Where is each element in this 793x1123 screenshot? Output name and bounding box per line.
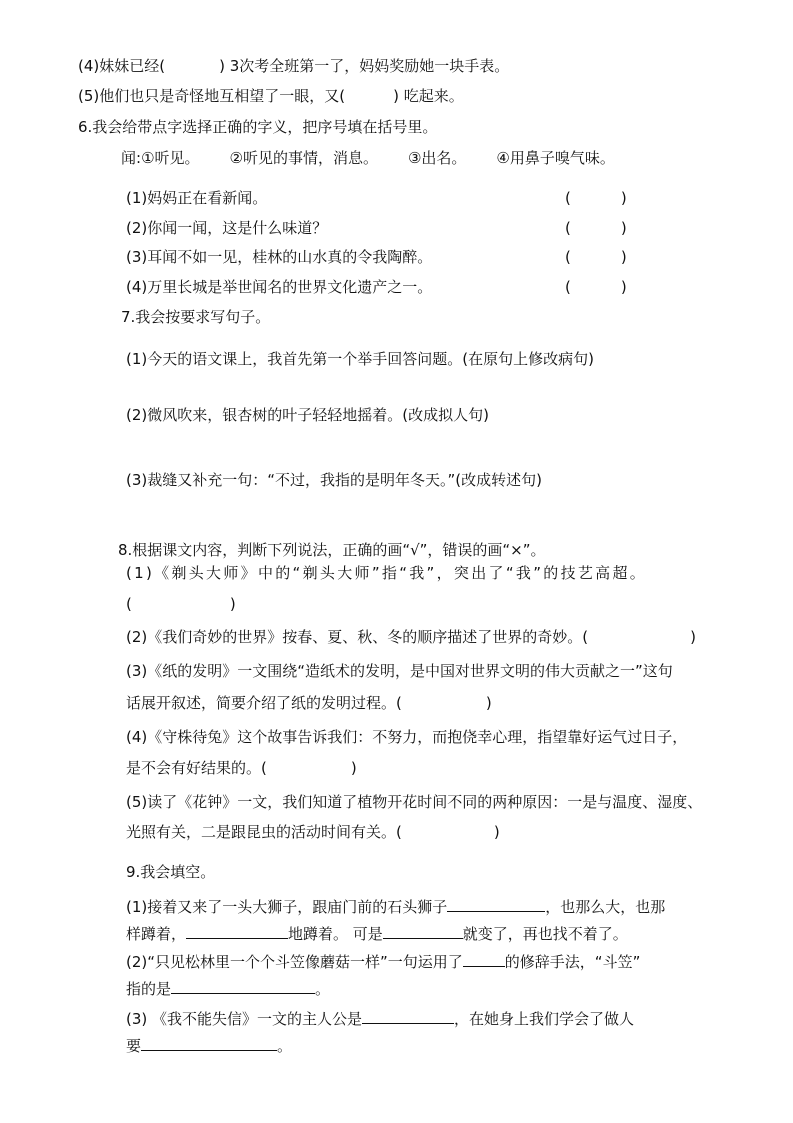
q8-item-2: (2)《我们奇妙的世界》按春、夏、秋、冬的顺序描述了世界的奇妙。( )	[126, 628, 696, 646]
q9-item-2-line-2: 指的是 。	[126, 980, 331, 998]
q6-title: 6.我会给带点字选择正确的字义，把序号填在括号里。	[78, 118, 438, 136]
fill-blank[interactable]	[383, 923, 463, 939]
q5-item-4: (4)妹妹已经( ) 3次考全班第一了，妈妈奖励她一块手表。	[78, 57, 510, 75]
q9-item-3-line-2: 要 。	[126, 1037, 293, 1055]
q6-item-4-answer[interactable]: ( )	[565, 278, 627, 296]
fill-blank[interactable]	[141, 1035, 277, 1051]
fill-blank[interactable]	[171, 978, 315, 994]
q7-item-2: (2)微风吹来，银杏树的叶子轻轻地摇着。(改成拟人句)	[126, 406, 489, 424]
q7-item-1: (1)今天的语文课上，我首先第一个举手回答问题。(在原句上修改病句)	[126, 350, 594, 368]
q8-title: 8.根据课文内容，判断下列说法，正确的画“√”，错误的画“×”。	[118, 541, 546, 559]
q8-item-4-line-2: 是不会有好结果的。( )	[126, 759, 357, 777]
q9-item-1-line-2: 样蹲着， 地蹲着。 可是 就变了，再也找不着了。	[126, 925, 628, 943]
fill-blank[interactable]	[447, 896, 545, 912]
q7-title: 7.我会按要求写句子。	[121, 308, 271, 326]
q8-item-5-line-2: 光照有关，二是跟昆虫的活动时间有关。( )	[126, 823, 500, 841]
q8-item-4-line-1: (4)《守株待兔》这个故事告诉我们：不努力，而抱侥幸心理，指望靠好运气过日子，	[126, 728, 688, 746]
q9-title: 9.我会填空。	[126, 863, 216, 881]
fill-blank[interactable]	[186, 923, 288, 939]
fill-blank[interactable]	[362, 1008, 454, 1024]
q6-item-2-answer[interactable]: ( )	[565, 219, 627, 237]
q6-item-1-answer[interactable]: ( )	[565, 189, 627, 207]
q9-item-2-line-1: (2)“只见松林里一个个斗笠像蘑菇一样”一句运用了 的修辞手法，“斗笠”	[126, 953, 641, 971]
q6-item-4: (4)万里长城是举世闻名的世界文化遗产之一。	[126, 278, 433, 296]
q6-meanings: 闻:①听见。 ②听见的事情，消息。 ③出名。 ④用鼻子嗅气味。	[121, 149, 615, 167]
fill-blank[interactable]	[463, 951, 505, 967]
q9-item-3-line-1: (3) 《我不能失信》一文的主人公是 ，在她身上我们学会了做人	[126, 1010, 635, 1028]
q9-item-1-line-1: (1)接着又来了一头大狮子，跟庙门前的石头狮子 ，也那么大，也那	[126, 898, 666, 916]
q5-item-5: (5)他们也只是奇怪地互相望了一眼，又( ) 吃起来。	[78, 87, 464, 105]
q8-item-1: (1)《剃头大师》中的“剃头大师”指“我”，突出了“我”的技艺高超。	[126, 564, 648, 582]
q8-item-5-line-1: (5)读了《花钟》一文，我们知道了植物开花时间不同的两种原因：一是与温度、湿度、	[126, 793, 703, 811]
q8-item-1-answer[interactable]: ( )	[126, 595, 236, 613]
q6-item-2: (2)你闻一闻，这是什么味道？	[126, 219, 328, 237]
q6-item-3: (3)耳闻不如一见，桂林的山水真的令我陶醉。	[126, 248, 433, 266]
q7-item-3: (3)裁缝又补充一句：“不过，我指的是明年冬天。”(改成转述句)	[126, 471, 542, 489]
q6-item-3-answer[interactable]: ( )	[565, 248, 627, 266]
q8-item-3-line-2: 话展开叙述，简要介绍了纸的发明过程。( )	[126, 694, 492, 712]
q6-item-1: (1)妈妈正在看新闻。	[126, 189, 268, 207]
q8-item-3-line-1: (3)《纸的发明》一文围绕“造纸术的发明，是中国对世界文明的伟大贡献之一”这句	[126, 662, 673, 680]
